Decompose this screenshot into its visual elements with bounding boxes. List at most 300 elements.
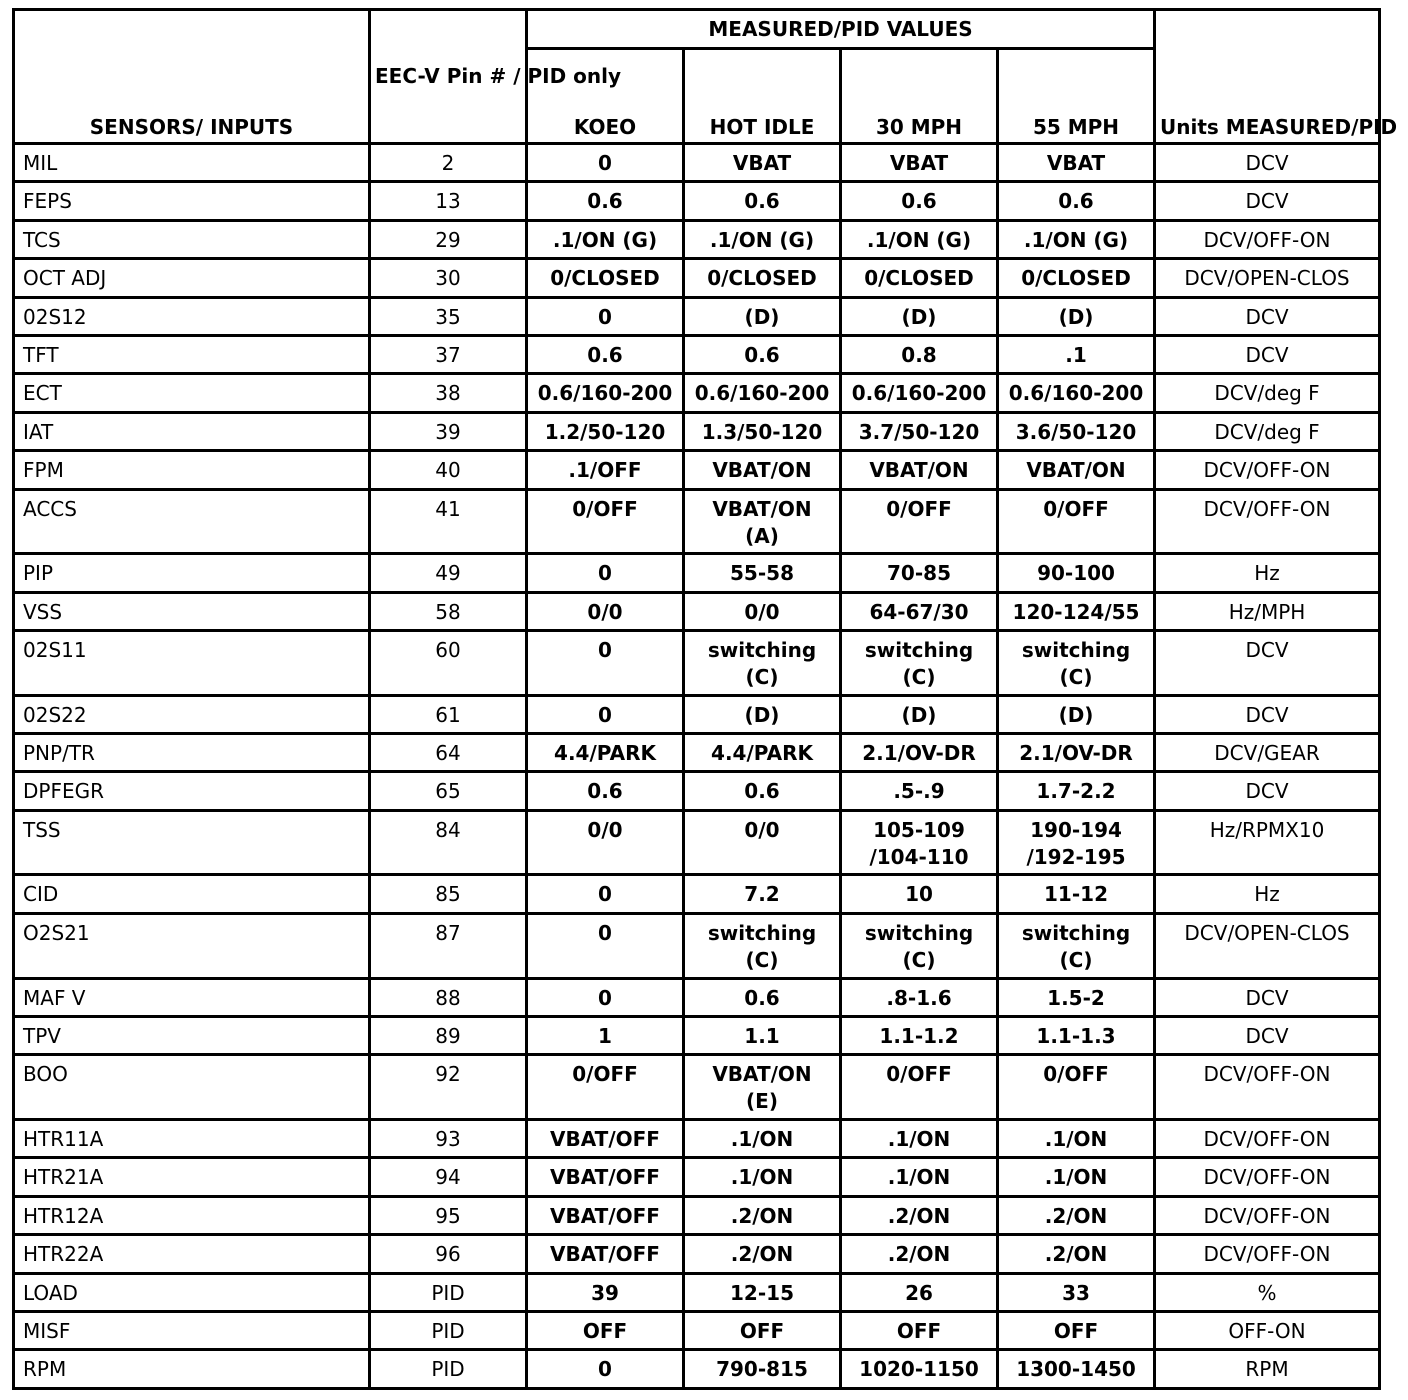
hot-idle-value-cell bbox=[684, 1055, 841, 1120]
hot-idle-value-cell bbox=[684, 1120, 841, 1158]
value-line: 0.8 bbox=[901, 342, 937, 367]
mph55-value-cell bbox=[998, 1158, 1155, 1196]
hot-idle-value-cell bbox=[684, 1350, 841, 1389]
value-line: VBAT bbox=[889, 151, 949, 175]
sensor-name-cell: VSS bbox=[14, 592, 370, 630]
koeo-value-cell bbox=[527, 695, 684, 733]
value-line: switching bbox=[707, 637, 817, 662]
koeo-value-cell bbox=[527, 592, 684, 630]
value-line: VBAT/OFF bbox=[550, 1127, 660, 1151]
mph55-value-cell bbox=[998, 1235, 1155, 1273]
units-cell: DCV/OFF-ON bbox=[1155, 1055, 1380, 1120]
value-line: 0/CLOSED bbox=[707, 266, 817, 291]
value-line: .1/OFF bbox=[568, 458, 642, 483]
value-line: 0 bbox=[598, 637, 612, 662]
value-line: 0 bbox=[598, 151, 612, 175]
value-line: .2/ON bbox=[887, 1242, 951, 1267]
sensor-name-cell: ACCS bbox=[14, 489, 370, 554]
table-row bbox=[14, 451, 1380, 489]
value-line: 3.7/50-120 bbox=[858, 419, 980, 444]
units-cell: Hz/RPMX10 bbox=[1155, 810, 1380, 875]
pin-cell: 39 bbox=[370, 412, 527, 450]
hot-idle-value-cell bbox=[684, 489, 841, 554]
value-line: (D) bbox=[901, 304, 937, 329]
mph30-value-cell bbox=[841, 489, 998, 554]
value-line: 1.1-1.3 bbox=[1036, 1023, 1116, 1048]
table-row bbox=[14, 1055, 1380, 1120]
value-line: (C) bbox=[902, 947, 936, 972]
value-line: switching bbox=[864, 637, 974, 662]
value-line: 2.1/OV-DR bbox=[1019, 741, 1133, 766]
units-cell: DCV bbox=[1155, 695, 1380, 733]
header-row-1 bbox=[14, 10, 1380, 49]
koeo-value-cell bbox=[527, 182, 684, 220]
value-line: /104-110 bbox=[869, 844, 969, 869]
mph55-value-cell bbox=[998, 259, 1155, 297]
table-row bbox=[14, 1158, 1380, 1196]
hot-idle-value-cell bbox=[684, 412, 841, 450]
hot-idle-value-cell bbox=[684, 1016, 841, 1054]
value-line: 0/0 bbox=[744, 599, 780, 624]
mph30-value-cell bbox=[841, 335, 998, 373]
mph30-value-cell bbox=[841, 772, 998, 810]
pin-cell: PID bbox=[370, 1350, 527, 1389]
koeo-value-cell bbox=[527, 978, 684, 1016]
value-line: (D) bbox=[744, 304, 780, 329]
hot-idle-value-cell bbox=[684, 734, 841, 772]
hot-idle-value-cell bbox=[684, 1235, 841, 1273]
value-line: 39 bbox=[591, 1280, 619, 1305]
units-cell: DCV/GEAR bbox=[1155, 734, 1380, 772]
value-line: 0/0 bbox=[744, 817, 780, 842]
mph55-value-cell bbox=[998, 144, 1155, 182]
mph55-value-cell bbox=[998, 297, 1155, 335]
value-line: 0.6/160-200 bbox=[537, 381, 673, 406]
pin-cell: 65 bbox=[370, 772, 527, 810]
table-row bbox=[14, 1350, 1380, 1389]
table-row bbox=[14, 630, 1380, 695]
hot-idle-value-cell bbox=[684, 451, 841, 489]
value-line: 0/CLOSED bbox=[550, 266, 660, 291]
value-line: VBAT bbox=[732, 151, 792, 175]
pin-cell: 49 bbox=[370, 554, 527, 592]
table-row bbox=[14, 220, 1380, 258]
sensor-name-cell: OCT ADJ bbox=[14, 259, 370, 297]
table-row bbox=[14, 1196, 1380, 1234]
value-line: 0.6 bbox=[587, 342, 623, 367]
mph55-value-cell bbox=[998, 978, 1155, 1016]
koeo-value-cell bbox=[527, 144, 684, 182]
value-line: .1/ON (G) bbox=[552, 227, 658, 252]
value-line: 1.7-2.2 bbox=[1036, 779, 1116, 804]
mph55-value-cell bbox=[998, 772, 1155, 810]
koeo-value-cell bbox=[527, 913, 684, 978]
sensor-name-cell: PNP/TR bbox=[14, 734, 370, 772]
koeo-value-cell bbox=[527, 451, 684, 489]
table-row bbox=[14, 913, 1380, 978]
sensor-name-cell: DPFEGR bbox=[14, 772, 370, 810]
koeo-value-cell bbox=[527, 412, 684, 450]
mph55-value-cell bbox=[998, 182, 1155, 220]
sensor-name-cell: MAF V bbox=[14, 978, 370, 1016]
pin-cell: 94 bbox=[370, 1158, 527, 1196]
value-line: 0/OFF bbox=[1043, 496, 1109, 521]
table-row bbox=[14, 592, 1380, 630]
value-line: 0.6/160-200 bbox=[851, 381, 987, 406]
value-line: 3.6/50-120 bbox=[1015, 419, 1137, 444]
value-line: 120-124/55 bbox=[1012, 599, 1140, 624]
mph55-value-cell bbox=[998, 1120, 1155, 1158]
value-line: VBAT/ON bbox=[869, 458, 969, 483]
value-line: .2/ON bbox=[730, 1203, 794, 1228]
table-row bbox=[14, 489, 1380, 554]
table-row bbox=[14, 1273, 1380, 1311]
mph30-value-cell bbox=[841, 695, 998, 733]
hot-idle-value-cell bbox=[684, 695, 841, 733]
koeo-value-cell bbox=[527, 220, 684, 258]
value-line: 26 bbox=[905, 1280, 933, 1305]
sensor-name-cell: TCS bbox=[14, 220, 370, 258]
value-line: .1/ON bbox=[730, 1127, 794, 1151]
value-line: OFF bbox=[582, 1318, 628, 1343]
units-cell: DCV/OPEN-CLOS bbox=[1155, 913, 1380, 978]
pin-cell: 60 bbox=[370, 630, 527, 695]
units-cell: DCV/OPEN-CLOS bbox=[1155, 259, 1380, 297]
table-row bbox=[14, 695, 1380, 733]
value-line: 105-109 bbox=[873, 817, 965, 842]
value-line: switching bbox=[1021, 637, 1131, 662]
units-cell: DCV/OFF-ON bbox=[1155, 451, 1380, 489]
value-line: (D) bbox=[1058, 702, 1094, 727]
header-sensors-line2: INPUTS bbox=[210, 115, 294, 139]
value-line: 0.6 bbox=[744, 342, 780, 367]
pin-cell: 35 bbox=[370, 297, 527, 335]
pin-cell: 84 bbox=[370, 810, 527, 875]
mph30-value-cell bbox=[841, 1273, 998, 1311]
table-row bbox=[14, 1311, 1380, 1349]
value-line: (C) bbox=[902, 664, 936, 689]
hot-idle-value-cell bbox=[684, 554, 841, 592]
value-line: 0 bbox=[598, 985, 612, 1010]
pin-cell: 92 bbox=[370, 1055, 527, 1120]
pin-cell: PID bbox=[370, 1273, 527, 1311]
value-line: 0.6 bbox=[901, 189, 937, 214]
mph30-value-cell bbox=[841, 1055, 998, 1120]
units-cell: DCV/OFF-ON bbox=[1155, 1235, 1380, 1273]
sensor-name-cell: MISF bbox=[14, 1311, 370, 1349]
value-line: 0.6 bbox=[1058, 189, 1094, 214]
value-line: 1020-1150 bbox=[859, 1357, 979, 1382]
value-line: VBAT/OFF bbox=[550, 1165, 660, 1190]
sensor-name-cell: BOO bbox=[14, 1055, 370, 1120]
value-line: (D) bbox=[744, 702, 780, 727]
hot-idle-value-cell bbox=[684, 1158, 841, 1196]
sensor-name-cell: ECT bbox=[14, 374, 370, 412]
mph30-value-cell bbox=[841, 1158, 998, 1196]
table-row bbox=[14, 734, 1380, 772]
mph55-value-cell bbox=[998, 451, 1155, 489]
value-line: 0/OFF bbox=[1043, 1062, 1109, 1087]
mph55-value-cell bbox=[998, 1311, 1155, 1349]
sensor-name-cell: O2S21 bbox=[14, 913, 370, 978]
sensor-name-cell: HTR22A bbox=[14, 1235, 370, 1273]
sensor-name-cell: 02S11 bbox=[14, 630, 370, 695]
value-line: 0/0 bbox=[587, 599, 623, 624]
hot-idle-value-cell bbox=[684, 335, 841, 373]
koeo-value-cell bbox=[527, 1196, 684, 1234]
value-line: .1/ON bbox=[1044, 1127, 1108, 1151]
table-row bbox=[14, 1120, 1380, 1158]
value-line: 0.6/160-200 bbox=[694, 381, 830, 406]
mph55-value-cell bbox=[998, 374, 1155, 412]
value-line: 4.4/PARK bbox=[554, 741, 656, 766]
value-line: 0 bbox=[598, 882, 612, 907]
value-line: VBAT/OFF bbox=[550, 1242, 660, 1267]
hot-idle-value-cell bbox=[684, 1311, 841, 1349]
units-cell: DCV bbox=[1155, 335, 1380, 373]
mph30-value-cell bbox=[841, 412, 998, 450]
mph55-value-cell bbox=[998, 1196, 1155, 1234]
hot-idle-value-cell bbox=[684, 297, 841, 335]
hot-idle-value-cell bbox=[684, 182, 841, 220]
mph30-value-cell bbox=[841, 297, 998, 335]
sensor-name-cell: FPM bbox=[14, 451, 370, 489]
value-line: switching bbox=[1021, 920, 1131, 945]
sensor-name-cell: 02S22 bbox=[14, 695, 370, 733]
value-line: 0 bbox=[598, 1357, 612, 1382]
hot-idle-value-cell bbox=[684, 978, 841, 1016]
sensor-name-cell: IAT bbox=[14, 412, 370, 450]
mph30-value-cell bbox=[841, 1120, 998, 1158]
units-cell: DCV bbox=[1155, 182, 1380, 220]
pin-cell: 58 bbox=[370, 592, 527, 630]
mph30-value-cell bbox=[841, 451, 998, 489]
header-hot-idle: HOT IDLE bbox=[684, 49, 841, 144]
value-line: 4.4/PARK bbox=[711, 741, 813, 766]
value-line: (C) bbox=[745, 664, 779, 689]
mph55-value-cell bbox=[998, 220, 1155, 258]
header-30-mph: 30 MPH bbox=[841, 49, 998, 144]
mph30-value-cell bbox=[841, 913, 998, 978]
value-line: 2.1/OV-DR bbox=[862, 741, 976, 766]
mph55-value-cell bbox=[998, 695, 1155, 733]
hot-idle-value-cell bbox=[684, 630, 841, 695]
koeo-value-cell bbox=[527, 1273, 684, 1311]
pin-cell: 96 bbox=[370, 1235, 527, 1273]
hot-idle-value-cell bbox=[684, 1273, 841, 1311]
value-line: VBAT/OFF bbox=[550, 1203, 660, 1228]
pin-cell: 13 bbox=[370, 182, 527, 220]
table-row bbox=[14, 1235, 1380, 1273]
value-line: .2/ON bbox=[1044, 1242, 1108, 1267]
sensor-name-cell: TFT bbox=[14, 335, 370, 373]
value-line: 1.2/50-120 bbox=[544, 419, 666, 444]
units-cell: DCV bbox=[1155, 630, 1380, 695]
value-line: 0 bbox=[598, 702, 612, 727]
mph55-value-cell bbox=[998, 630, 1155, 695]
koeo-value-cell bbox=[527, 1311, 684, 1349]
value-line: 0/OFF bbox=[572, 1062, 638, 1087]
pin-cell: 40 bbox=[370, 451, 527, 489]
table-row bbox=[14, 144, 1380, 182]
pin-cell: 89 bbox=[370, 1016, 527, 1054]
sensor-name-cell: PIP bbox=[14, 554, 370, 592]
value-line: 0/OFF bbox=[886, 1062, 952, 1087]
pin-cell: 61 bbox=[370, 695, 527, 733]
value-line: .8-1.6 bbox=[886, 985, 952, 1010]
units-cell: DCV/OFF-ON bbox=[1155, 1196, 1380, 1234]
units-cell: Hz/MPH bbox=[1155, 592, 1380, 630]
hot-idle-value-cell bbox=[684, 220, 841, 258]
value-line: .1 bbox=[1065, 342, 1087, 367]
pin-cell: 93 bbox=[370, 1120, 527, 1158]
mph55-value-cell bbox=[998, 1273, 1155, 1311]
koeo-value-cell bbox=[527, 374, 684, 412]
koeo-value-cell bbox=[527, 335, 684, 373]
table-row bbox=[14, 297, 1380, 335]
value-line: 64-67/30 bbox=[869, 599, 969, 624]
value-line: switching bbox=[864, 920, 974, 945]
mph30-value-cell bbox=[841, 554, 998, 592]
value-line: (D) bbox=[901, 702, 937, 727]
value-line: 0.6 bbox=[744, 779, 780, 804]
koeo-value-cell bbox=[527, 259, 684, 297]
koeo-value-cell bbox=[527, 772, 684, 810]
koeo-value-cell bbox=[527, 875, 684, 913]
value-line: 0.6 bbox=[744, 985, 780, 1010]
pin-cell: 2 bbox=[370, 144, 527, 182]
header-pin-line3: only bbox=[573, 63, 622, 88]
table-body bbox=[14, 144, 1380, 1389]
mph55-value-cell bbox=[998, 875, 1155, 913]
units-cell: DCV bbox=[1155, 1016, 1380, 1054]
value-line: .1/ON bbox=[1044, 1165, 1108, 1190]
value-line: VBAT/ON bbox=[712, 496, 812, 521]
value-line: OFF bbox=[896, 1318, 942, 1343]
header-sensors-line1: SENSORS/ bbox=[89, 115, 204, 139]
pin-cell: 85 bbox=[370, 875, 527, 913]
pin-cell: 88 bbox=[370, 978, 527, 1016]
koeo-value-cell bbox=[527, 489, 684, 554]
value-line: .5-.9 bbox=[893, 779, 945, 804]
pin-cell: 29 bbox=[370, 220, 527, 258]
sensor-name-cell: HTR21A bbox=[14, 1158, 370, 1196]
units-cell: DCV/OFF-ON bbox=[1155, 489, 1380, 554]
header-units-line2: MEASURED/PID bbox=[1225, 115, 1398, 139]
value-line: .2/ON bbox=[1044, 1203, 1108, 1228]
value-line: .1/ON bbox=[887, 1127, 951, 1151]
value-line: 55-58 bbox=[730, 561, 794, 586]
sensor-name-cell: MIL bbox=[14, 144, 370, 182]
koeo-value-cell bbox=[527, 630, 684, 695]
units-cell: Hz bbox=[1155, 554, 1380, 592]
mph30-value-cell bbox=[841, 734, 998, 772]
sensor-name-cell: RPM bbox=[14, 1350, 370, 1389]
value-line: OFF bbox=[1053, 1318, 1099, 1343]
koeo-value-cell bbox=[527, 1158, 684, 1196]
table-row bbox=[14, 875, 1380, 913]
mph30-value-cell bbox=[841, 1016, 998, 1054]
pin-cell: 95 bbox=[370, 1196, 527, 1234]
units-cell: DCV/deg F bbox=[1155, 374, 1380, 412]
value-line: 1300-1450 bbox=[1016, 1357, 1136, 1382]
value-line: .2/ON bbox=[887, 1203, 951, 1228]
pin-cell: 30 bbox=[370, 259, 527, 297]
header-koeo: KOEO bbox=[527, 49, 684, 144]
table-header bbox=[14, 10, 1398, 144]
header-sensors-inputs bbox=[14, 10, 370, 144]
units-cell: RPM bbox=[1155, 1350, 1380, 1389]
mph30-value-cell bbox=[841, 1311, 998, 1349]
value-line: 0 bbox=[598, 304, 612, 329]
value-line: 7.2 bbox=[744, 882, 780, 907]
mph30-value-cell bbox=[841, 182, 998, 220]
value-line: VBAT/ON bbox=[712, 458, 812, 483]
hot-idle-value-cell bbox=[684, 592, 841, 630]
koeo-value-cell bbox=[527, 1235, 684, 1273]
units-cell: DCV bbox=[1155, 772, 1380, 810]
value-line: 70-85 bbox=[887, 561, 951, 586]
value-line: (C) bbox=[1059, 664, 1093, 689]
value-line: .1/ON (G) bbox=[866, 227, 972, 252]
value-line: 0.6/160-200 bbox=[1008, 381, 1144, 406]
units-cell: DCV bbox=[1155, 978, 1380, 1016]
value-line: .1/ON (G) bbox=[1023, 227, 1129, 252]
sensor-name-cell: LOAD bbox=[14, 1273, 370, 1311]
pin-cell: 64 bbox=[370, 734, 527, 772]
pin-cell: 38 bbox=[370, 374, 527, 412]
sensor-name-cell: TPV bbox=[14, 1016, 370, 1054]
value-line: (C) bbox=[745, 947, 779, 972]
sensor-values-table bbox=[12, 8, 1398, 1390]
pin-cell: 87 bbox=[370, 913, 527, 978]
mph30-value-cell bbox=[841, 592, 998, 630]
mph55-value-cell bbox=[998, 554, 1155, 592]
units-cell: DCV/deg F bbox=[1155, 412, 1380, 450]
mph30-value-cell bbox=[841, 978, 998, 1016]
header-pin-line1: EEC-V bbox=[375, 63, 440, 88]
table-row bbox=[14, 182, 1380, 220]
mph30-value-cell bbox=[841, 374, 998, 412]
mph30-value-cell bbox=[841, 144, 998, 182]
mph30-value-cell bbox=[841, 1350, 998, 1389]
value-line: .1/ON (G) bbox=[709, 227, 815, 252]
value-line: 1.5-2 bbox=[1047, 985, 1105, 1010]
pin-cell: 37 bbox=[370, 335, 527, 373]
pin-cell: 41 bbox=[370, 489, 527, 554]
value-line: 0.6 bbox=[587, 189, 623, 214]
header-pin-line2: Pin # / PID bbox=[446, 63, 567, 88]
sensor-name-cell: TSS bbox=[14, 810, 370, 875]
value-line: 11-12 bbox=[1044, 882, 1108, 907]
table-row bbox=[14, 1016, 1380, 1054]
mph55-value-cell bbox=[998, 592, 1155, 630]
mph55-value-cell bbox=[998, 1016, 1155, 1054]
units-cell: DCV/OFF-ON bbox=[1155, 1158, 1380, 1196]
hot-idle-value-cell bbox=[684, 144, 841, 182]
units-cell: OFF-ON bbox=[1155, 1311, 1380, 1349]
value-line: 0/OFF bbox=[572, 496, 638, 521]
value-line: VBAT/ON bbox=[712, 1062, 812, 1087]
hot-idle-value-cell bbox=[684, 810, 841, 875]
units-cell: Hz bbox=[1155, 875, 1380, 913]
sensor-name-cell: HTR11A bbox=[14, 1120, 370, 1158]
mph30-value-cell bbox=[841, 875, 998, 913]
value-line: 0 bbox=[598, 920, 612, 945]
mph55-value-cell bbox=[998, 1055, 1155, 1120]
koeo-value-cell bbox=[527, 1350, 684, 1389]
value-line: 0/CLOSED bbox=[1021, 266, 1131, 291]
